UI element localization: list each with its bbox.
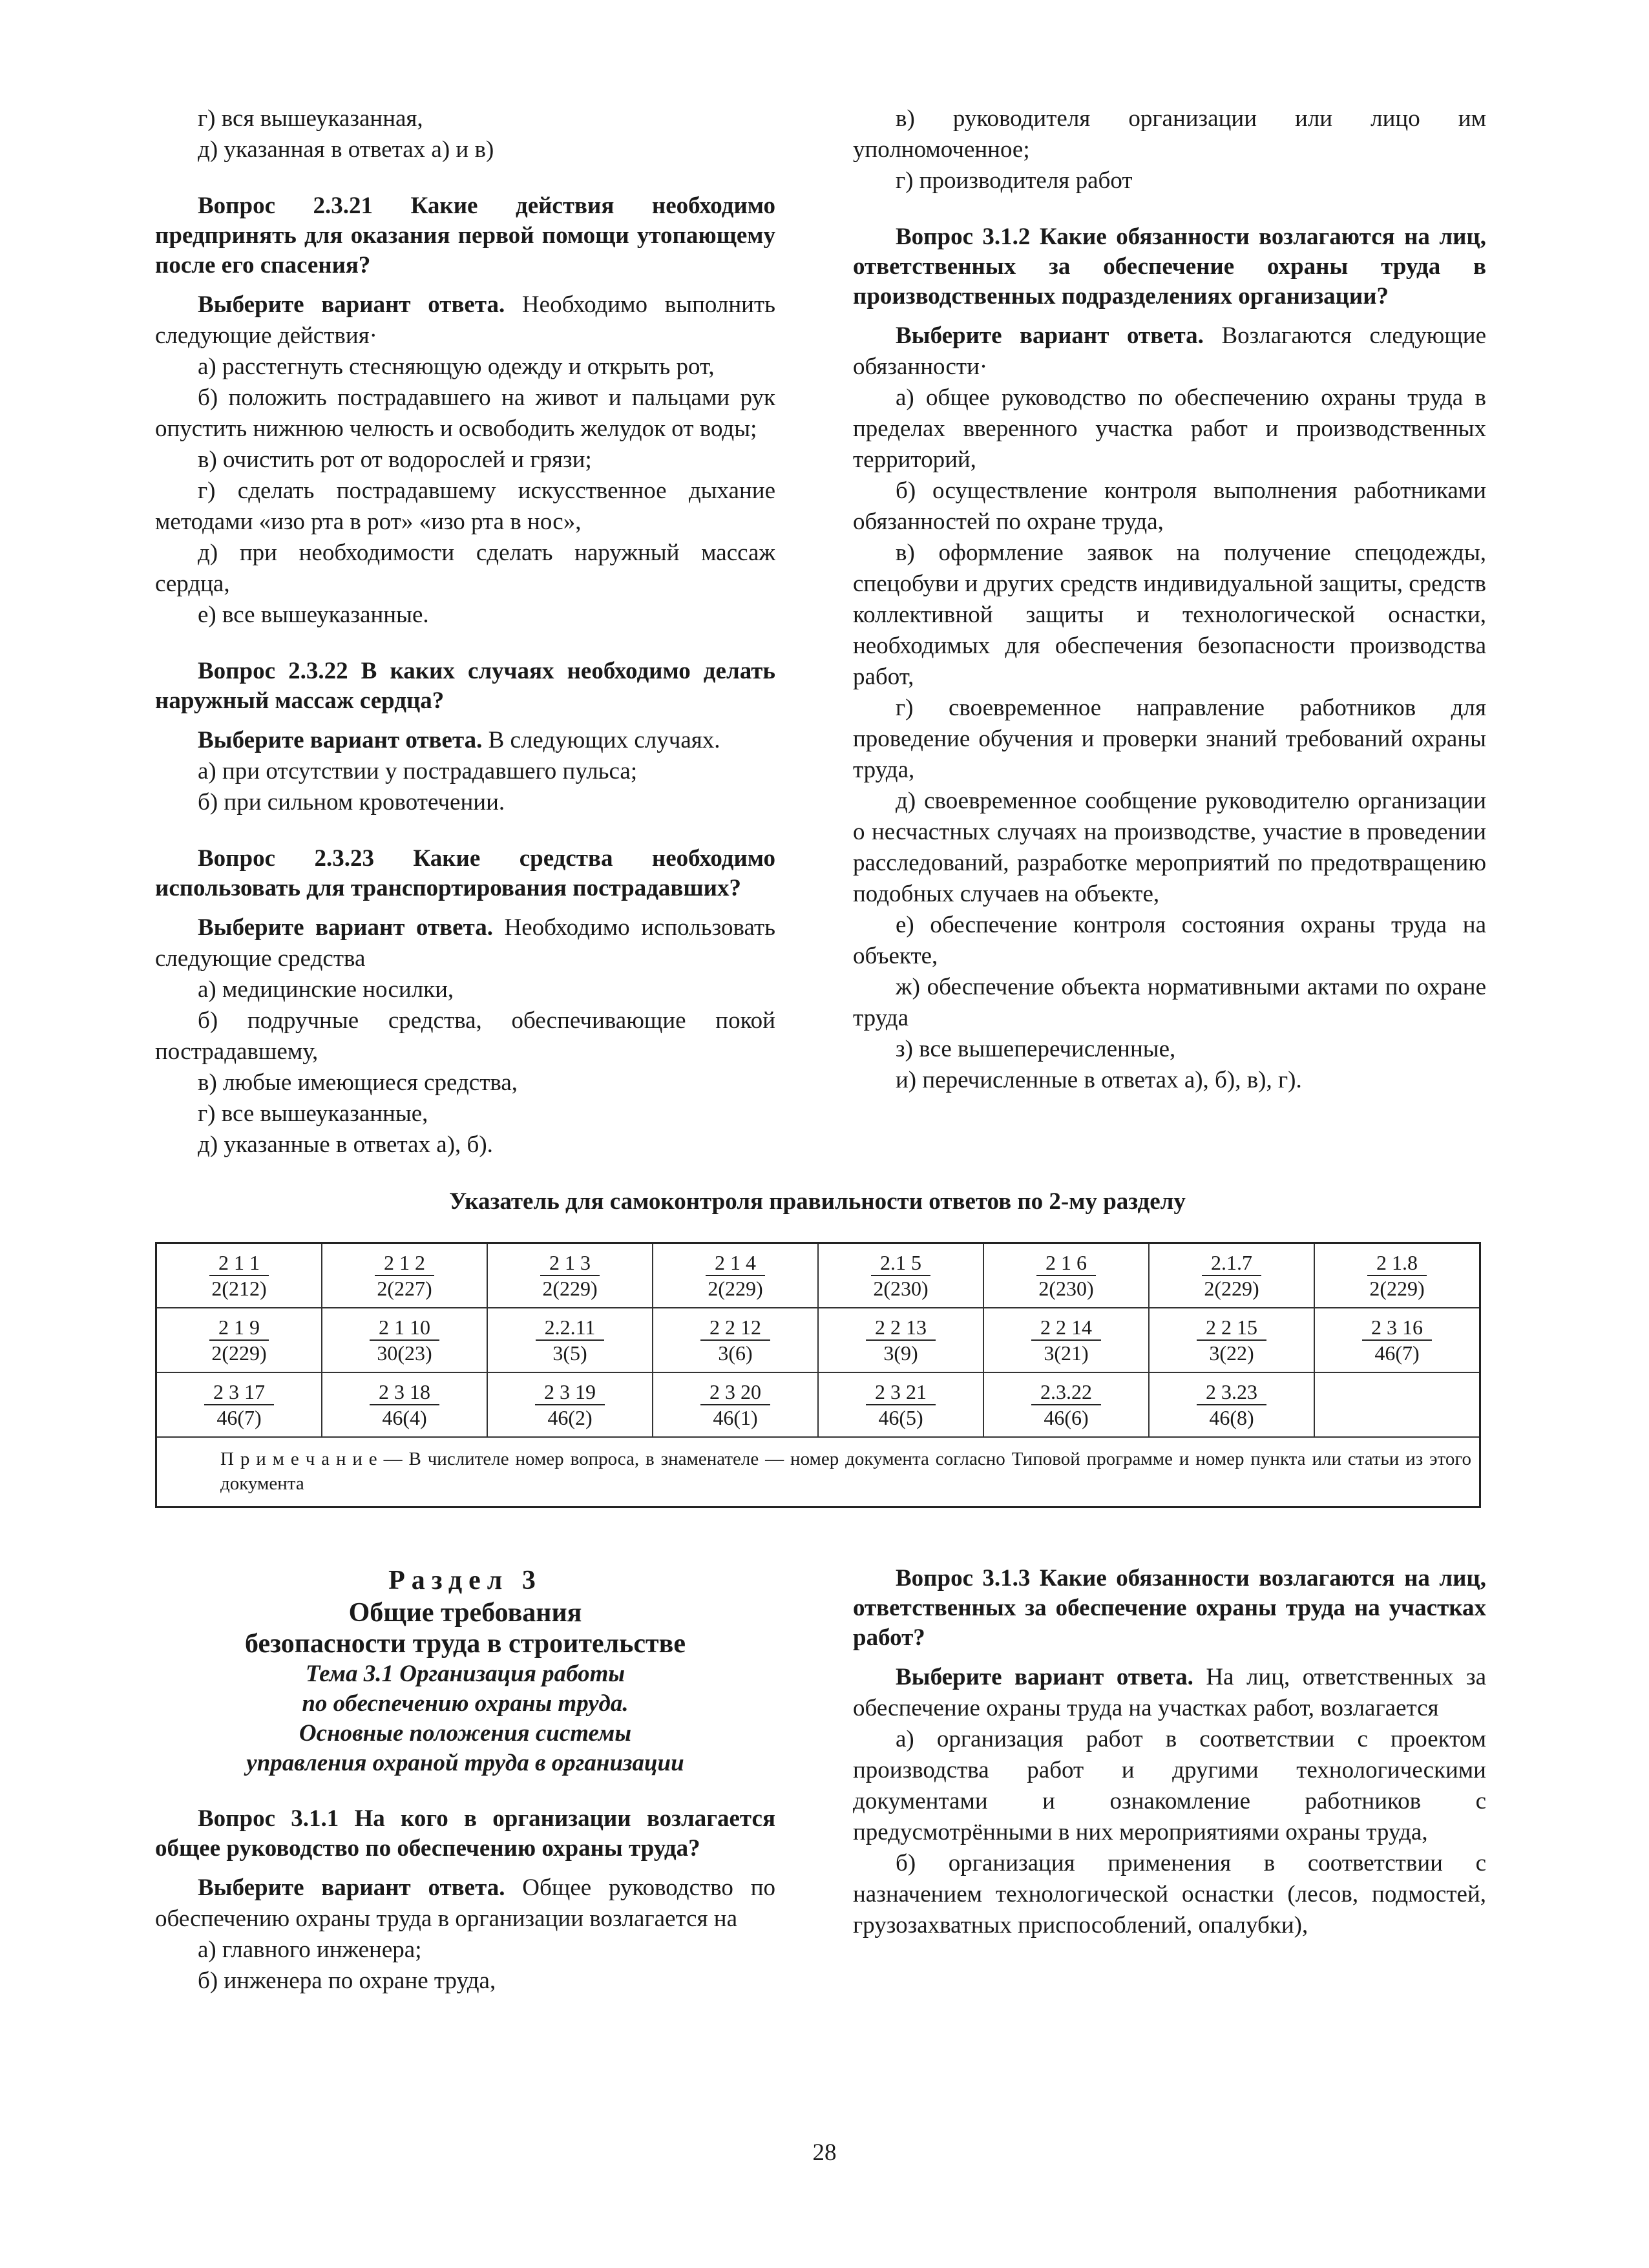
answer-option: б) подручные средства, обеспечивающие покой пострадавшему, [155,1007,775,1065]
document-ref: 3(22) [1209,1341,1254,1365]
table-cell [984,1308,1150,1373]
fraction [700,1380,770,1430]
question-heading: Вопрос 2.3.22 В каких случаях необходимо делать наружный массаж сердца? [155,658,775,714]
table-cell [157,1373,322,1438]
question-number: 2 3 20 [700,1380,770,1405]
fraction [538,1250,601,1301]
fraction [1200,1250,1263,1301]
fraction [1362,1315,1432,1365]
fraction [1197,1380,1266,1430]
question-heading: Вопрос 2.3.21 Какие действия необходимо предпринять для оказания первой помощи утопающему после его спасения? [155,193,775,278]
table-cell [1315,1244,1479,1308]
left-column-bottom [155,1564,775,1997]
fraction [1197,1315,1266,1365]
fraction [1365,1250,1428,1301]
theme-line: Тема 3.1 Организация работы [305,1661,625,1687]
document-ref: 46(8) [1209,1406,1254,1429]
question-number: 2.1.7 [1202,1250,1261,1276]
lead-bold: Выберите вариант ответа. [198,291,505,318]
table-cell [653,1373,819,1438]
table-cell [1150,1308,1315,1373]
fraction [370,1380,439,1430]
answer-option: г) своевременное направление работников для проведение обучения и проверки знаний требований охраны труда, [853,695,1486,783]
lead-bold: Выберите вариант ответа. [198,914,493,941]
lead-text: В следующих случаях. [482,727,720,753]
fraction [866,1315,936,1365]
answer-option: г) сделать пострадавшему искусственное дыхание методами «изо рта в рот» «изо рта в нос», [155,478,775,535]
fraction [207,1315,270,1365]
lead-bold: Выберите вариант ответа. [896,322,1204,349]
document-ref: 3(21) [1044,1341,1089,1365]
table-cell [653,1244,819,1308]
question-number: 2 1 2 [375,1250,434,1276]
document-ref: 2(212) [211,1277,267,1300]
document-ref: 46(7) [1374,1341,1420,1365]
fraction [1035,1250,1097,1301]
document-ref: 46(7) [216,1406,262,1429]
table-cell [322,1373,488,1438]
table-row [157,1244,1479,1308]
lead-bold: Выберите вариант ответа. [198,727,483,753]
table-cell [488,1244,653,1308]
answer-lead [853,1662,1486,1724]
document-ref: 2(229) [708,1277,763,1300]
answer-option: б) положить пострадавшего на живот и пальцами рук опустить нижнюю челюсть и освободить желудок от воды; [155,384,775,442]
answer-option: в) очистить рот от водорослей и грязи; [198,446,592,473]
fraction [207,1250,270,1301]
answer-option: г) все вышеуказанные, [198,1100,428,1127]
document-ref: 30(23) [377,1341,432,1365]
fraction [373,1250,436,1301]
answer-option: д) своевременное сообщение руководителю организации о несчастных случаях на производстве, участие в проведении расследований, разработке мероприятий по предотвращению подобных случаев на объекте, [853,788,1486,907]
table-cell [322,1244,488,1308]
question-number: 2 3 16 [1362,1315,1432,1341]
table-cell [1150,1373,1315,1438]
table-cell [157,1308,322,1373]
text-line: д) указанная в ответах а) и в) [198,136,494,163]
document-ref: 2(229) [1204,1277,1259,1300]
table-note: П р и м е ч а н и е — В числителе номер вопроса, в знаменателе — номер документа согласно Типовой программе и номер пункта или статьи из этого документа [220,1449,1471,1494]
table-cell [1315,1308,1479,1373]
document-ref: 3(9) [883,1341,918,1365]
question-number: 2 2 12 [700,1315,770,1341]
document-ref: 46(1) [713,1406,758,1429]
document-ref: 2(227) [377,1277,432,1300]
right-column-bottom [853,1564,1486,1941]
lead-bold: Выберите вариант ответа. [896,1664,1193,1690]
question-heading: Вопрос 3.1.1 На кого в организации возлагается общее руководство по обеспечению охраны труда? [155,1805,775,1862]
text-line: г) вся вышеуказанная, [198,105,423,132]
section-title-line: Общие требования [348,1598,582,1628]
lead-text: На лиц, ответственных за обеспечение охраны труда на участках работ, возлагается [853,1664,1486,1721]
fraction [204,1380,274,1430]
question-number: 2.2.11 [536,1315,605,1341]
section-title-line: безопасности труда в строительстве [245,1629,686,1659]
table-cell [488,1373,653,1438]
document-ref: 3(5) [552,1341,587,1365]
table-cell [984,1373,1150,1438]
answer-option: б) инженера по охране труда, [198,1968,496,1994]
table-cell-empty [1315,1373,1479,1438]
document-ref: 2(230) [1038,1277,1094,1300]
question-number: 2 1 9 [209,1315,269,1341]
question-number: 2 3 21 [866,1380,936,1405]
table-cell [1150,1244,1315,1308]
answer-key-title: Указатель для самоконтроля правильности ответов по 2-му разделу [449,1188,1186,1215]
fraction [370,1315,439,1365]
lead-text: Необходимо использовать следующие средства [155,914,775,972]
question-number: 2 1 4 [706,1250,765,1276]
fraction [869,1250,932,1301]
answer-option: а) главного инженера; [198,1937,422,1963]
table-cell [157,1244,322,1308]
fraction [700,1315,770,1365]
page-number: 28 [812,2139,837,2166]
lead-text: Общее руководство по обеспечению охраны труда в организации возлагается на [155,1874,775,1932]
answer-option: в) оформление заявок на получение спецодежды, спецобуви и других средств индивидуальной защиты, средств коллективной защиты и технологической оснастки, необходимых для обеспечения безопасности производства работ, [853,540,1486,690]
document-ref: 2(229) [211,1341,267,1365]
document-ref: 46(5) [878,1406,923,1429]
question-number: 2 2 13 [866,1315,936,1341]
answer-option: б) при сильном кровотечении. [198,789,505,815]
table-cell [819,1308,984,1373]
answer-option: б) осуществление контроля выполнения работниками обязанностей по охране труда, [853,478,1486,535]
right-column-top [853,103,1486,1096]
text-line: в) руководителя организации или лицо им уполномоченное; [853,105,1486,163]
table-row [157,1308,1479,1373]
document-ref: 3(6) [718,1341,753,1365]
question-number: 2.3.22 [1031,1380,1101,1405]
theme-line: по обеспечению охраны труда. [302,1690,629,1717]
table-cell [819,1244,984,1308]
lead-text: Необходимо выполнить следующие действия· [155,291,775,349]
table-cell [653,1308,819,1373]
document-ref: 2(229) [1369,1277,1425,1300]
question-number: 2 3 17 [204,1380,274,1405]
section-number: Раздел 3 [388,1566,542,1595]
fraction [1031,1380,1101,1430]
answer-option: д) указанные в ответах а), б). [198,1131,493,1158]
question-number: 2 2 14 [1031,1315,1101,1341]
document-ref: 46(6) [1044,1406,1089,1429]
answer-lead [155,289,775,352]
theme-line: Основные положения системы [299,1720,632,1747]
question-number: 2 1 10 [370,1315,439,1341]
lead-bold: Выберите вариант ответа. [198,1874,505,1901]
question-number: 2 3.23 [1197,1380,1266,1405]
answer-option: ж) обеспечение объекта нормативными актами по охране труда [853,974,1486,1031]
fraction [1031,1315,1101,1365]
answer-option: и) перечисленные в ответах а), б), в), г). [896,1067,1302,1093]
table-cell [488,1308,653,1373]
document-ref: 46(4) [382,1406,427,1429]
document-ref: 2(229) [542,1277,598,1300]
question-heading: Вопрос 2.3.23 Какие средства необходимо использовать для транспортирования пострадавших? [155,845,775,901]
answer-option: д) при необходимости сделать наружный массаж сердца, [155,540,775,597]
answer-lead [853,320,1486,383]
answer-option: в) любые имеющиеся средства, [198,1069,518,1096]
question-number: 2 1.8 [1367,1250,1427,1276]
document-ref: 2(230) [873,1277,929,1300]
text-line: г) производителя работ [896,167,1133,194]
fraction [704,1250,766,1301]
table-row [157,1373,1479,1438]
question-number: 2 3 19 [535,1380,605,1405]
question-number: 2 3 18 [370,1380,439,1405]
answer-option: з) все вышеперечисленные, [896,1036,1176,1062]
left-column-top [155,103,775,1160]
question-heading: Вопрос 3.1.2 Какие обязанности возлагаются на лиц, ответственных за обеспечение охраны труда в производственных подразделениях организации? [853,224,1486,310]
question-heading: Вопрос 3.1.3 Какие обязанности возлагаются на лиц, ответственных за обеспечение охраны труда на участках работ? [853,1565,1486,1651]
fraction [535,1380,605,1430]
answer-option: а) организация работ в соответствии с проектом производства работ и другими технологическими документами и ознакомление работников с предусмотрёнными в них мероприятиями охраны труда, [853,1726,1486,1845]
answer-option: а) при отсутствии у пострадавшего пульса; [198,758,638,784]
document-ref: 46(2) [547,1406,593,1429]
answer-lead [155,725,775,756]
answer-option: е) обеспечение контроля состояния охраны труда на объекте, [853,912,1486,969]
table-cell [819,1373,984,1438]
theme-line: управления охраной труда в организации [246,1750,684,1776]
answer-option: а) общее руководство по обеспечению охраны труда в пределах вверенного участка работ и производственных территорий, [853,384,1486,473]
fraction [536,1315,605,1365]
question-number: 2 1 3 [540,1250,600,1276]
table-cell [322,1308,488,1373]
answer-lead [155,912,775,974]
question-number: 2 1 6 [1036,1250,1096,1276]
answer-key-table [155,1242,1481,1508]
answer-option: б) организация применения в соответствии с назначением технологической оснастки (лесов, подмостей, грузозахватных приспособлений, опалубки), [853,1850,1486,1938]
fraction [866,1380,936,1430]
question-number: 2.1 5 [871,1250,930,1276]
answer-option: а) медицинские носилки, [198,976,454,1003]
answer-lead [155,1873,775,1935]
question-number: 2 1 1 [209,1250,269,1276]
table-cell [984,1244,1150,1308]
answer-option: а) расстегнуть стесняющую одежду и открыть рот, [198,353,715,380]
question-number: 2 2 15 [1197,1315,1266,1341]
lead-text: Возлагаются следующие обязанности· [853,322,1486,380]
answer-option: е) все вышеуказанные. [198,602,429,628]
